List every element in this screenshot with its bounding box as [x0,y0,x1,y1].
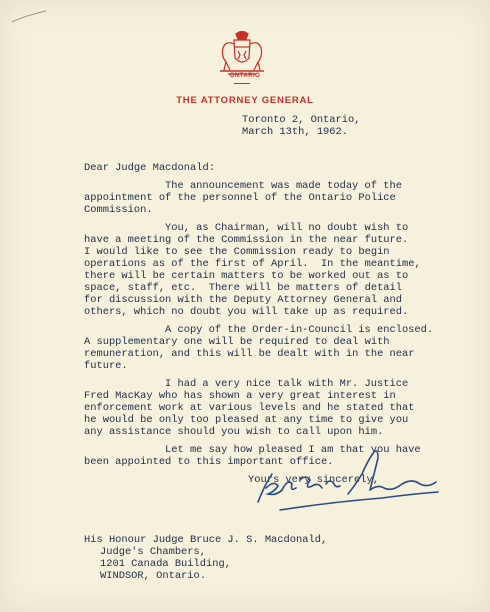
body-line: You, as Chairman, will no doubt wish to [165,222,409,234]
address-line: WINDSOR, Ontario. [100,570,207,582]
salutation: Dear Judge Macdonald: [84,162,215,174]
address-line: 1201 Canada Building, [100,558,231,570]
corner-pencil-mark-icon [10,8,50,26]
address-line: His Honour Judge Bruce J. S. Macdonald, [84,534,328,546]
body-line: A copy of the Order-in-Council is enclosed. [165,324,434,336]
body-line: The announcement was made today of the [165,180,402,192]
body-line: he would be only too pleased at any time to give you [84,414,409,426]
letterhead-title: THE ATTORNEY GENERAL [176,95,314,106]
place-line: Toronto 2, Ontario, [242,114,361,126]
body-line: there will be certain matters to be worked out as to [84,270,409,282]
body-line: operations as of the first of April. In the meantime, [84,258,421,270]
body-line: appointment of the personnel of the Ontario Police [84,192,396,204]
body-line: future. [84,360,128,372]
body-line: others, which no doubt you will take up as required. [84,306,409,318]
body-line: Commission. [84,204,153,216]
crest-rule [234,83,250,84]
date-line: March 13th, 1962. [242,126,349,138]
body-line: Let me say how pleased I am that you have [165,444,421,456]
body-line: any assistance should you wish to call upon him. [84,426,384,438]
body-line: enforcement work at various levels and he stated that [84,402,415,414]
body-line: Fred MacKay who has shown a very great interest in [84,390,396,402]
body-line: A supplementary one will be required to deal with [84,336,390,348]
body-line: been appointed to this important office. [84,456,334,468]
address-line: Judge's Chambers, [100,546,207,558]
body-line: have a meeting of the Commission in the near future. [84,234,409,246]
body-line: for discussion with the Deputy Attorney General and [84,294,403,306]
closing: Yours very sincerely, [248,474,379,486]
handwritten-signature-icon [252,444,442,514]
ontario-coat-of-arms-icon [216,30,268,76]
body-line: I had a very nice talk with Mr. Justice [165,378,409,390]
body-line: I would like to see the Commission ready to begin [84,246,390,258]
body-line: remuneration, and this will be dealt with in the near [84,348,415,360]
crest-caption: ONTARIO [229,73,261,79]
body-line: space, staff, etc. There will be matters of detail [84,282,403,294]
